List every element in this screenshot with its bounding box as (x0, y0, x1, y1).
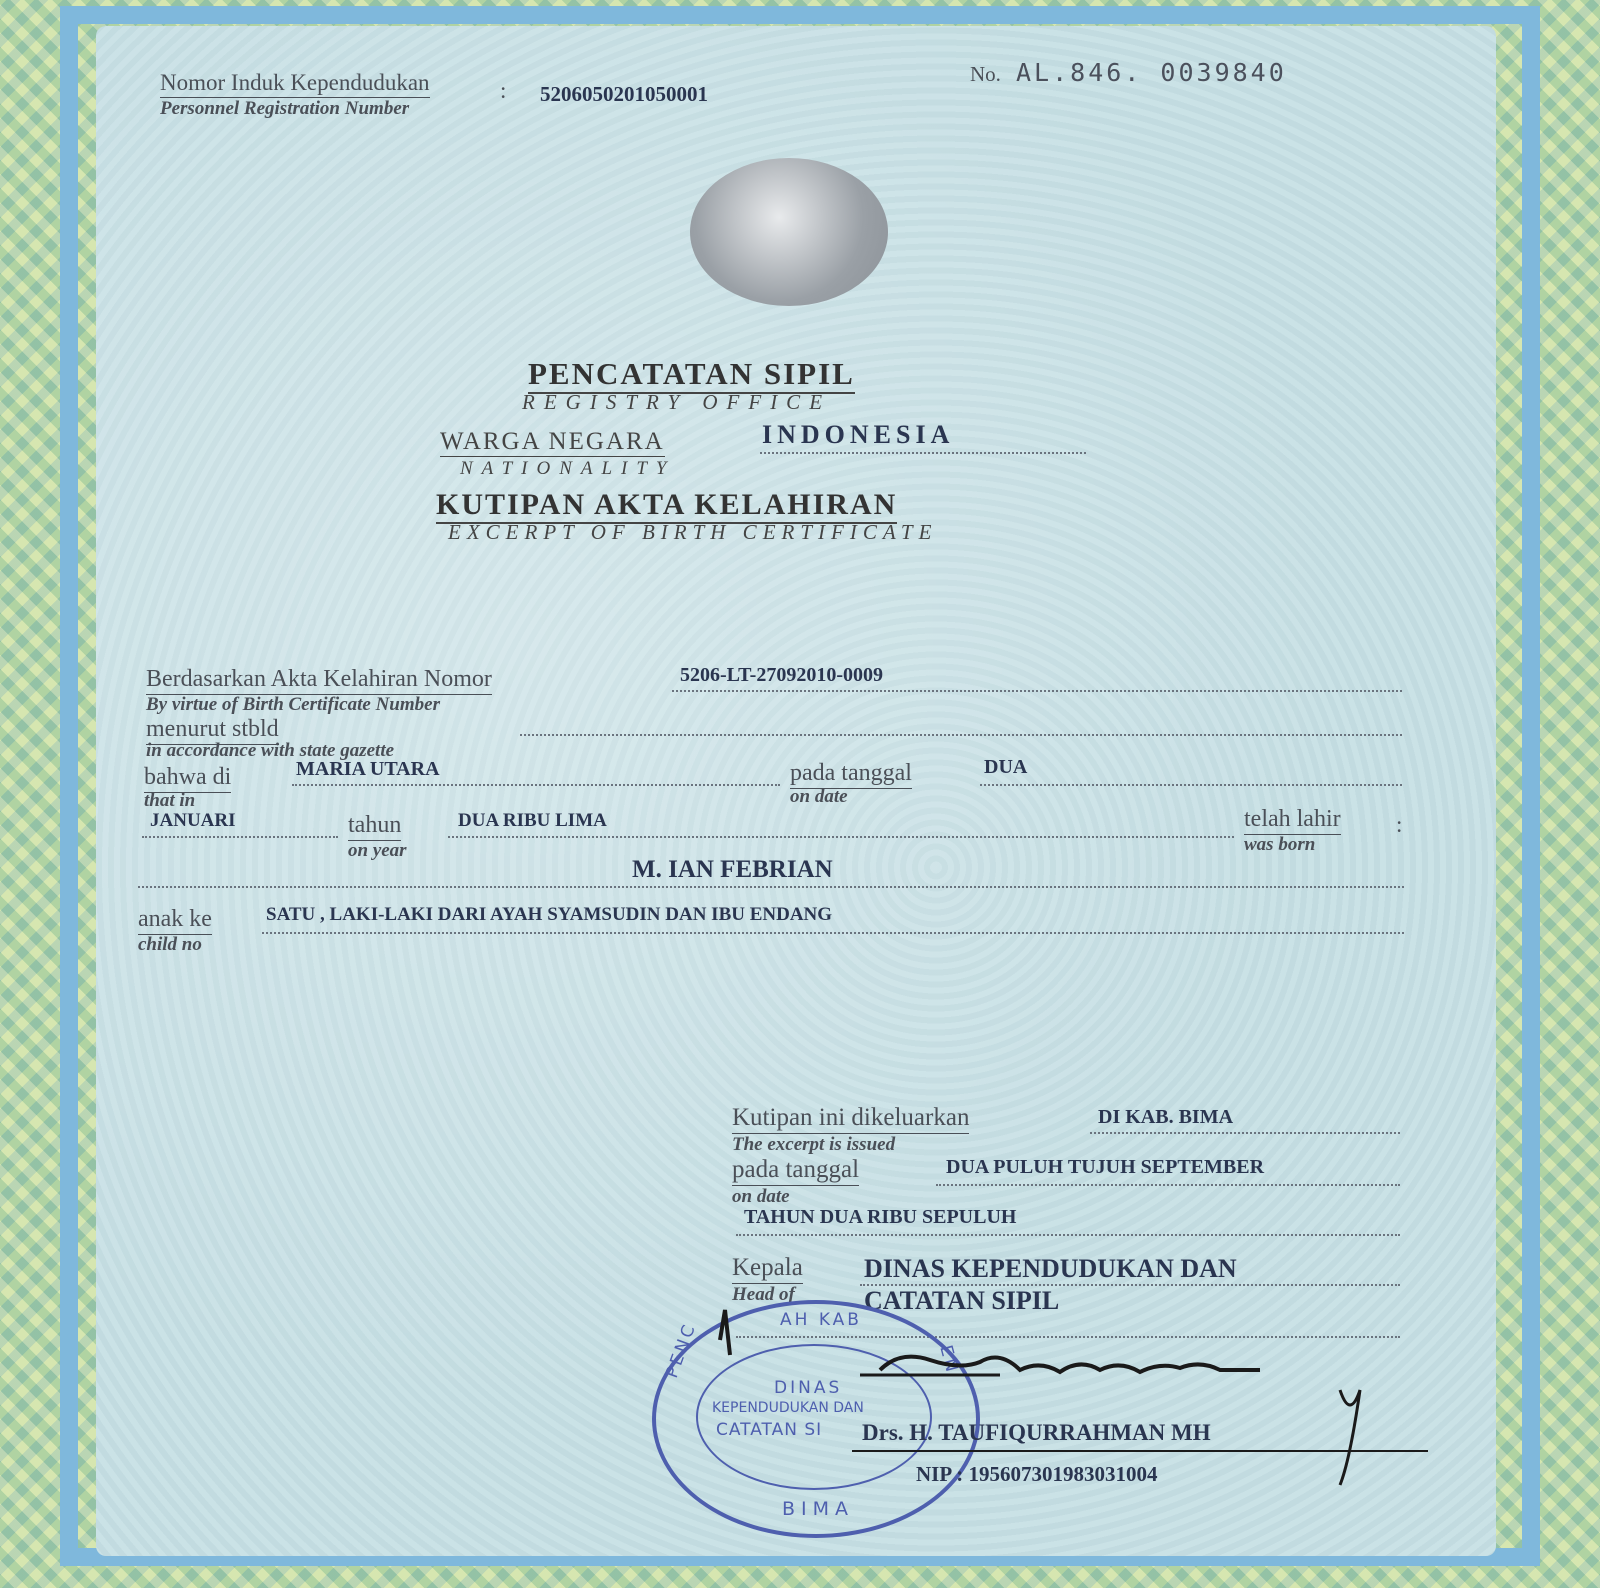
issued-date-label-en: on date (732, 1186, 790, 1207)
document-title-en: EXCERPT OF BIRTH CERTIFICATE (448, 520, 938, 544)
cert-number-value: 5206-LT-27092010-0009 (680, 664, 883, 686)
stamp-line-2: KEPENDUDUKAN DAN (712, 1400, 864, 1416)
birth-date-label-en: on date (790, 786, 848, 807)
stamp-left-text: PENC (662, 1319, 701, 1381)
birth-year-value: DUA RIBU LIMA (458, 810, 607, 831)
head-value-2: CATATAN SIPIL (864, 1286, 1060, 1315)
nik-colon: : (500, 78, 507, 103)
birth-date-label: pada tanggal (790, 760, 912, 789)
office-title: PENCATATAN SIPIL (528, 356, 855, 394)
birth-day-value: DUA (984, 756, 1028, 778)
born-colon: : (1396, 812, 1403, 837)
place-value: MARIA UTARA (296, 758, 440, 780)
nik-label: Nomor Induk Kependudukan (160, 70, 430, 98)
nik-label-en: Personnel Registration Number (160, 98, 410, 119)
child-no-value: SATU , LAKI-LAKI DARI AYAH SYAMSUDIN DAN IBU ENDANG (266, 904, 833, 925)
born-label: telah lahir (1244, 806, 1341, 835)
nationality-en: NATIONALITY (460, 458, 676, 479)
place-label: bahwa di (144, 764, 231, 793)
issued-label: Kutipan ini dikeluarkan (732, 1104, 969, 1134)
office-title-en: REGISTRY OFFICE (522, 390, 832, 414)
issued-date-value-1: DUA PULUH TUJUH SEPTEMBER (946, 1156, 1265, 1178)
issued-date-label: pada tanggal (732, 1156, 859, 1186)
stamp-line-1: DINAS (774, 1378, 843, 1398)
nationality-label: WARGA NEGARA (440, 428, 665, 455)
serial-prefix: No. (970, 62, 1001, 86)
stamp-top-text: AH KAB (780, 1310, 862, 1330)
child-no-label-en: child no (138, 934, 202, 955)
document-title: KUTIPAN AKTA KELAHIRAN (436, 488, 897, 524)
issued-date-value-2: TAHUN DUA RIBU SEPULUH (744, 1206, 1017, 1228)
cert-number-label-en: By virtue of Birth Certificate Number (146, 694, 440, 715)
signer-name: Drs. H. TAUFIQURRAHMAN MH (862, 1420, 1211, 1445)
serial-number: AL.846. 0039840 (1016, 58, 1287, 87)
stamp-bottom-text: BIMA (782, 1498, 855, 1520)
signature-line (852, 1450, 1428, 1452)
born-label-en: was born (1244, 834, 1316, 855)
birth-month-value: JANUARI (150, 810, 236, 831)
issued-label-en: The excerpt is issued (732, 1134, 896, 1155)
year-label-en: on year (348, 840, 407, 861)
head-label: Kepala (732, 1254, 803, 1284)
nik-value: 5206050201050001 (540, 82, 708, 106)
nationality-value: INDONESIA (762, 420, 955, 449)
signer-nip: NIP : 195607301983031004 (916, 1462, 1158, 1486)
stamp-right-text: EN (935, 1343, 963, 1377)
head-label-en: Head of (732, 1284, 795, 1305)
cert-number-label: Berdasarkan Akta Kelahiran Nomor (146, 666, 492, 695)
year-label: tahun (348, 812, 401, 841)
stamp-line-3: CATATAN SI (716, 1420, 823, 1440)
issued-place-value: DI KAB. BIMA (1098, 1106, 1234, 1128)
stbld-label: menurut stbld (146, 716, 279, 745)
stbld-label-en: in accordance with state gazette (146, 740, 395, 761)
place-label-en: that in (144, 790, 196, 811)
embossed-seal (690, 158, 888, 306)
head-value-1: DINAS KEPENDUDUKAN DAN (864, 1254, 1237, 1283)
child-name: M. IAN FEBRIAN (632, 856, 833, 883)
child-no-label: anak ke (138, 906, 212, 935)
